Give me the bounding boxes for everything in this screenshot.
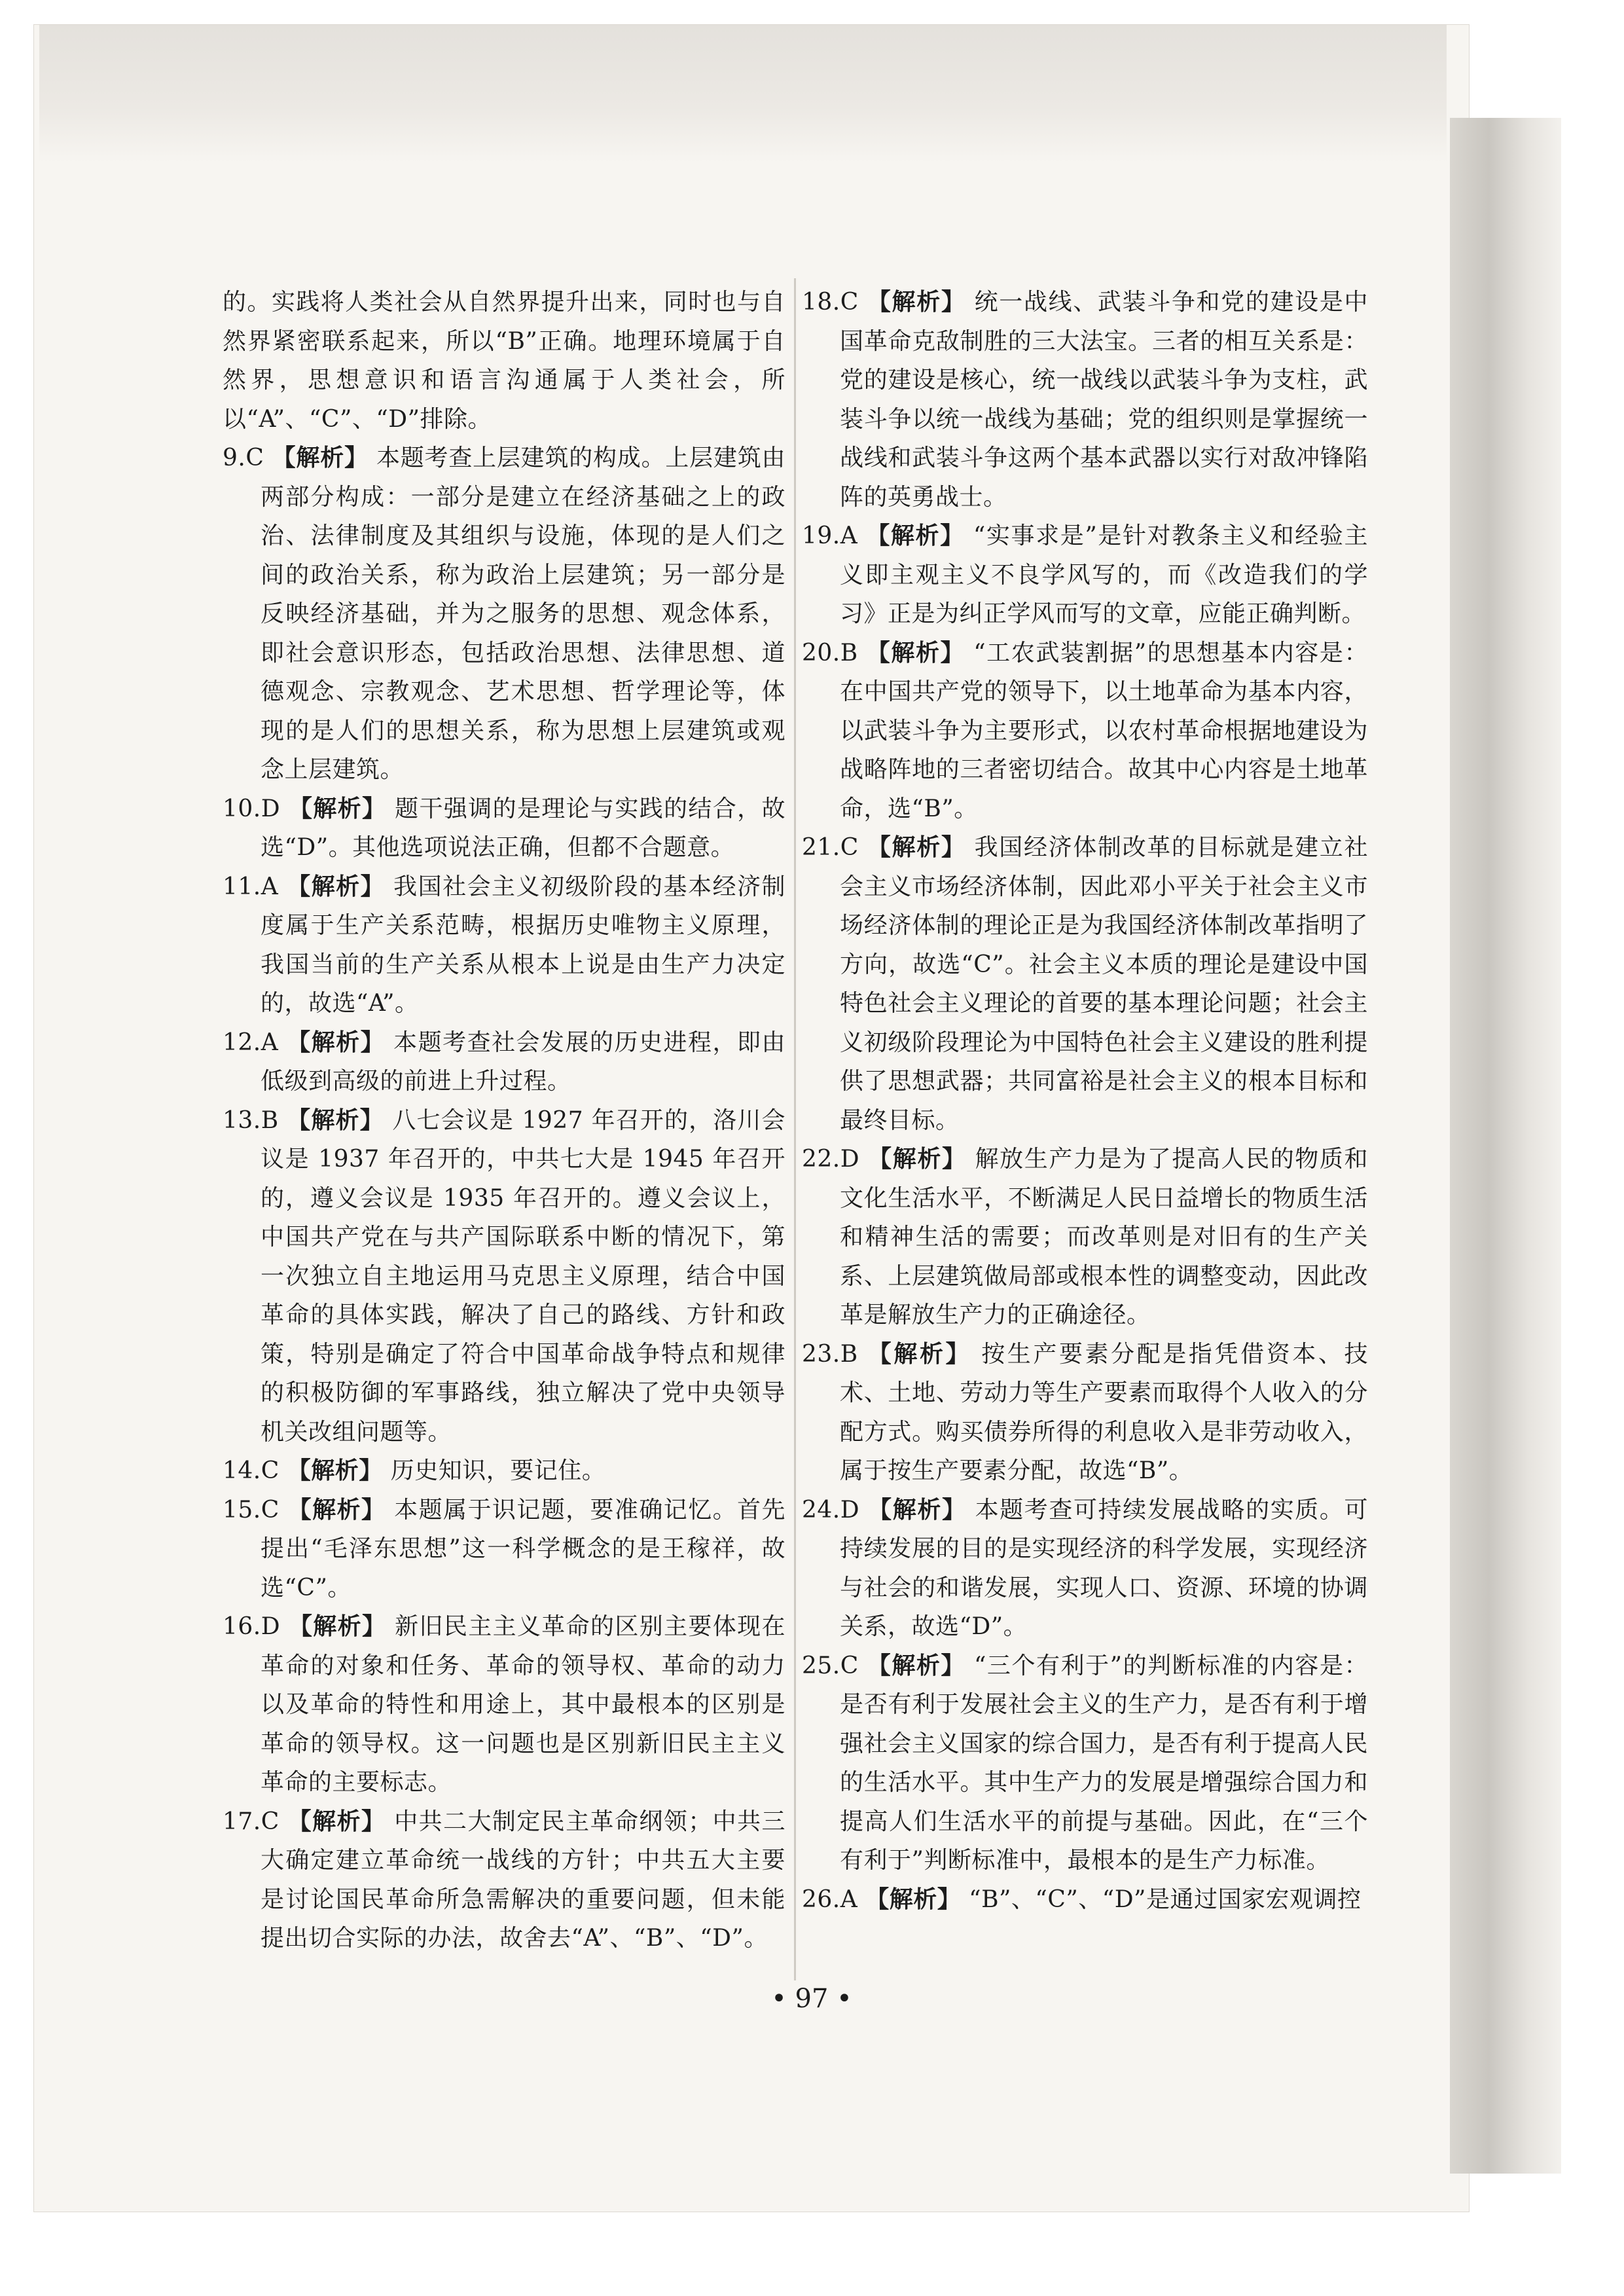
answer-number: 11.A: [223, 873, 279, 900]
answer-text: 我国经济体制改革的目标就是建立社会主义市场经济体制，因此邓小平关于社会主义市场经济体制的理论正是为我国经济体制改革指明了方向，故选“C”。社会主义本质的理论是建设中国特色社会主义理论的首要的基本理论问题；社会主义初级阶段理论为中国特色社会主义建设的胜利提供了思想武器；共同富裕是社会主义的根本目标和最终目标。: [840, 834, 1368, 1134]
answer-text: 本题考查社会发展的历史进程，即由低级到高级的前进上升过程。: [261, 1029, 785, 1095]
left-column: [223, 283, 785, 1958]
answer-number: 21.C: [802, 834, 859, 861]
analysis-tag: 【解析】: [287, 1106, 384, 1134]
analysis-tag: 【解析】: [287, 1807, 386, 1835]
answer-item-12: [223, 1023, 785, 1101]
answer-item-16: [223, 1607, 785, 1802]
answer-item-17: [223, 1802, 785, 1958]
answer-text: 本题考查可持续发展战略的实质。可持续发展的目的是实现经济的科学发展，实现经济与社会的和谐发展，实现人口、资源、环境的协调关系，故选“D”。: [840, 1496, 1368, 1640]
analysis-tag: 【解析】: [288, 794, 387, 822]
answer-text: 八七会议是 1927 年召开的，洛川会议是 1937 年召开的，中共七大是 1945 年召开的，遵义会议是 1935 年召开的。遵义会议上，中国共产党在与共产国际联系中断的情况下，第一次独立自主地运用马克思主义原理，结合中国革命的具体实践，解决了自己的路线、方针和政策，特别是确定了符合中国革命战争特点和规律的积极防御的军事路线，独立解决了党中央领导机关改组问题等。: [261, 1106, 785, 1446]
analysis-tag: 【解析】: [867, 288, 966, 316]
answer-number: 9.C: [223, 445, 264, 471]
continuation-paragraph: [223, 283, 785, 439]
right-column: [802, 283, 1368, 1919]
answer-item-25: [802, 1647, 1368, 1880]
column-divider: [794, 278, 796, 1980]
answer-number: 10.D: [223, 795, 281, 822]
answer-number: 22.D: [802, 1146, 860, 1173]
answer-number: 15.C: [223, 1496, 280, 1523]
continuation-text: 的。实践将人类社会从自然界提升出来，同时也与自然界紧密联系起来，所以“B”正确。地理环境属于自然界，思想意识和语言沟通属于人类社会，所以“A”、“C”、“D”排除。: [223, 289, 785, 433]
answer-item-20: [802, 634, 1368, 829]
answer-number: 24.D: [802, 1496, 860, 1523]
answer-item-9: [223, 439, 785, 790]
analysis-tag: 【解析】: [867, 833, 966, 861]
answer-text: 我国社会主义初级阶段的基本经济制度属于生产关系范畴，根据历史唯物主义原理，我国当前的生产关系从根本上说是由生产力决定的，故选“A”。: [261, 873, 785, 1017]
answer-item-14: [223, 1451, 785, 1491]
answer-item-23: [802, 1335, 1368, 1491]
analysis-tag: 【解析】: [287, 1457, 383, 1484]
analysis-tag: 【解析】: [272, 444, 369, 471]
answer-text: 历史知识，要记住。: [390, 1457, 606, 1484]
answer-number: 13.B: [223, 1106, 279, 1134]
answer-number: 25.C: [802, 1652, 859, 1679]
answer-item-24: [802, 1491, 1368, 1647]
answer-item-10: [223, 790, 785, 867]
analysis-tag: 【解析】: [866, 522, 965, 549]
answer-text: “B”、“C”、“D”是通过国家宏观调控: [969, 1886, 1362, 1913]
answer-number: 16.D: [223, 1613, 281, 1640]
book-spine-shadow: [1450, 118, 1561, 2174]
answer-number: 14.C: [223, 1457, 280, 1484]
answer-number: 12.A: [223, 1029, 279, 1056]
page-number: • 97 •: [771, 1984, 852, 2014]
answer-number: 26.A: [802, 1886, 858, 1913]
page-top-shadow: [39, 25, 1447, 162]
answer-number: 19.A: [802, 522, 858, 549]
answer-text: 题干强调的是理论与实践的结合，故选“D”。其他选项说法正确，但都不合题意。: [261, 795, 785, 861]
answer-number: 23.B: [802, 1340, 858, 1368]
answer-text: “实事求是”是针对教条主义和经验主义即主观主义不良学风写的，而《改造我们的学习》正是为纠正学风而写的文章，应能正确判断。: [840, 522, 1368, 627]
analysis-tag: 【解析】: [867, 1651, 965, 1679]
answer-item-15: [223, 1491, 785, 1608]
answer-text: “三个有利于”的判断标准的内容是：是否有利于发展社会主义的生产力，是否有利于增强社会主义国家的综合国力，是否有利于提高人民的生活水平。其中生产力的发展是增强综合国力和提高人们生活水平的前提与基础。因此，在“三个有利于”判断标准中，最根本的是生产力标准。: [840, 1652, 1368, 1874]
answer-item-21: [802, 828, 1368, 1140]
analysis-tag: 【解析】: [287, 1495, 386, 1523]
answer-text: 新旧民主主义革命的区别主要体现在革命的对象和任务、革命的领导权、革命的动力以及革命的特性和用途上，其中最根本的区别是革命的领导权。这一问题也是区别新旧民主主义革命的主要标志。: [261, 1613, 785, 1796]
answer-item-13: [223, 1101, 785, 1452]
answer-text: 中共二大制定民主革命纲领；中共三大确定建立革命统一战线的方针；中共五大主要是讨论国民革命所急需解决的重要问题，但未能提出切合实际的办法，故舍去“A”、“B”、“D”。: [261, 1808, 785, 1952]
analysis-tag: 【解析】: [287, 1028, 386, 1056]
analysis-tag: 【解析】: [868, 1145, 967, 1173]
analysis-tag: 【解析】: [867, 1339, 972, 1368]
analysis-tag: 【解析】: [866, 638, 965, 666]
analysis-tag: 【解析】: [868, 1495, 967, 1523]
answer-number: 20.B: [802, 639, 858, 666]
answer-text: 本题属于识记题，要准确记忆。首先提出“毛泽东思想”这一科学概念的是王稼祥，故选“C”。: [261, 1496, 785, 1601]
answer-text: 本题考查上层建筑的构成。上层建筑由两部分构成：一部分是建立在经济基础之上的政治、法律制度及其组织与设施，体现的是人们之间的政治关系，称为政治上层建筑；另一部分是反映经济基础，并为之服务的思想、观念体系，即社会意识形态，包括政治思想、法律思想、道德观念、宗教观念、艺术思想、哲学理论等，体现的是人们的思想关系，称为思想上层建筑或观念上层建筑。: [261, 445, 785, 783]
answer-item-22: [802, 1140, 1368, 1335]
answer-item-26: [802, 1880, 1368, 1920]
answer-text: 解放生产力是为了提高人民的物质和文化生活水平，不断满足人民日益增长的物质生活和精神生活的需要；而改革则是对旧有的生产关系、上层建筑做局部或根本性的调整变动，因此改革是解放生产力的正确途径。: [840, 1146, 1368, 1328]
answer-text: 按生产要素分配是指凭借资本、技术、土地、劳动力等生产要素而取得个人收入的分配方式。购买债券所得的利息收入是非劳动收入，属于按生产要素分配，故选“B”。: [840, 1340, 1368, 1484]
answer-text: 统一战线、武装斗争和党的建设是中国革命克敌制胜的三大法宝。三者的相互关系是：党的建设是核心，统一战线以武装斗争为支柱，武装斗争以统一战线为基础；党的组织则是掌握统一战线和武装斗争这两个基本武器以实行对敌冲锋陷阵的英勇战士。: [840, 289, 1368, 511]
answer-text: “工农武装割据”的思想基本内容是：在中国共产党的领导下，以土地革命为基本内容，以武装斗争为主要形式，以农村革命根据地建设为战略阵地的三者密切结合。故其中心内容是土地革命，选“B”。: [840, 639, 1368, 822]
analysis-tag: 【解析】: [865, 1885, 962, 1913]
answer-item-11: [223, 867, 785, 1023]
analysis-tag: 【解析】: [288, 1613, 387, 1640]
answer-number: 17.C: [223, 1808, 280, 1835]
answer-item-18: [802, 283, 1368, 517]
answer-item-19: [802, 517, 1368, 634]
analysis-tag: 【解析】: [287, 872, 386, 900]
answer-number: 18.C: [802, 289, 859, 316]
